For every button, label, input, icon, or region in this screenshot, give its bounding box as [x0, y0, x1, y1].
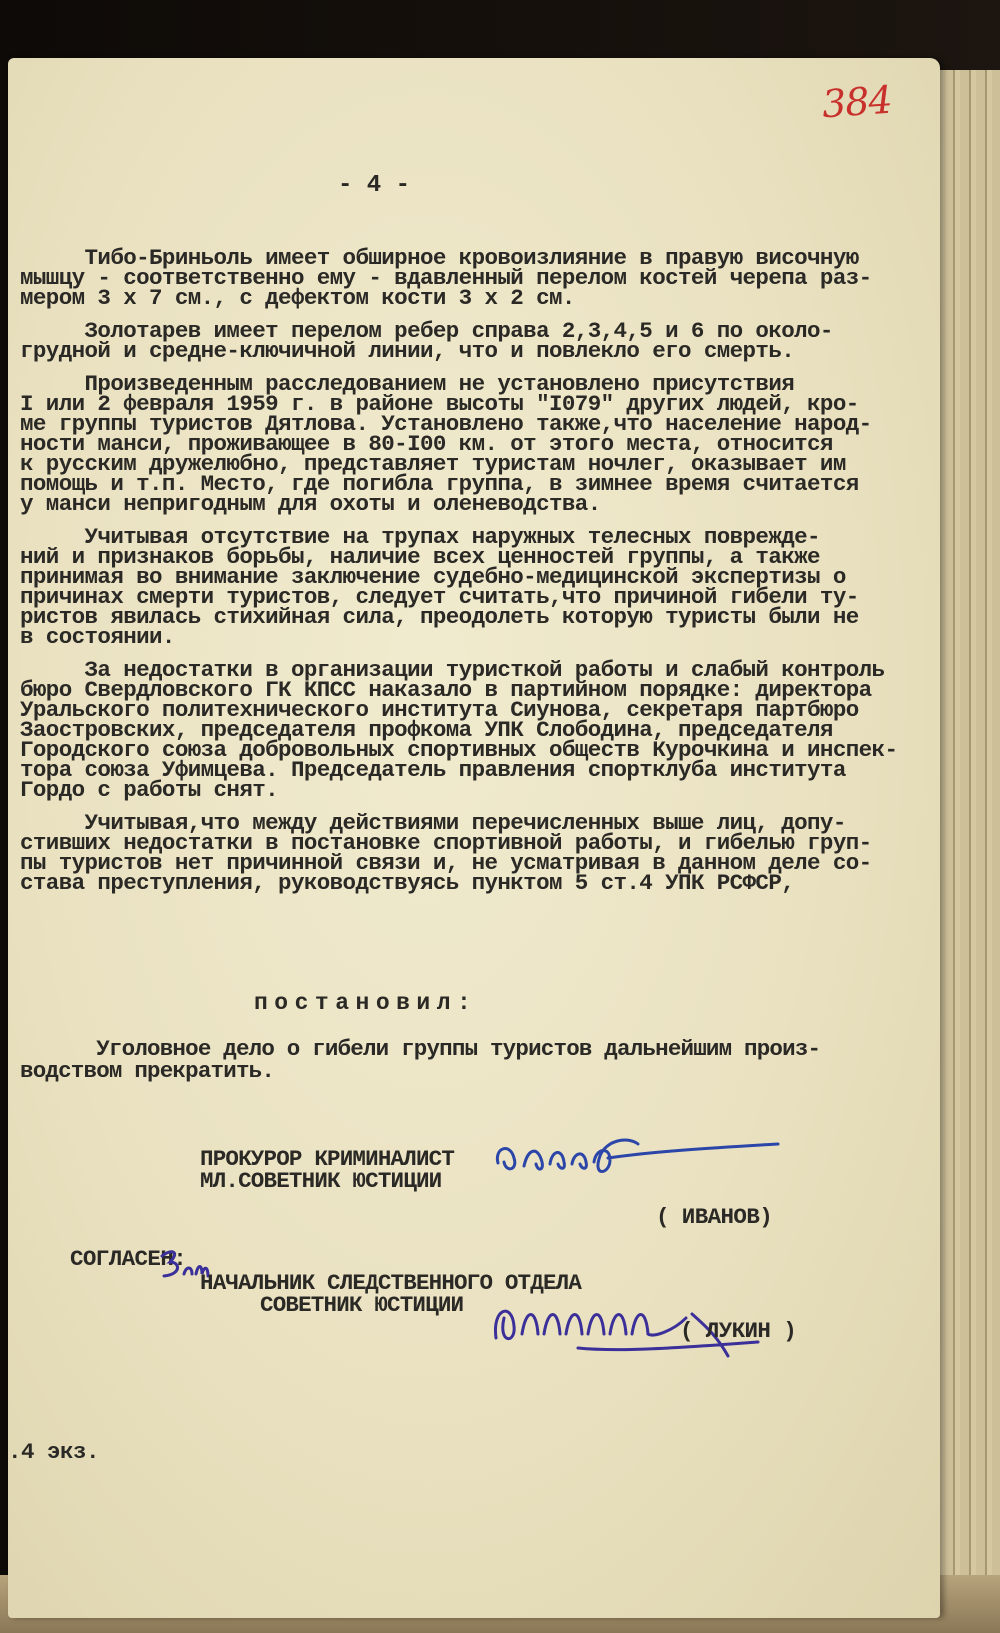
text-line: бюро Свердловского ГК КПСС наказало в партийном порядке: директора — [20, 677, 872, 703]
signatory-name-ivanov: ( ИВАНОВ) — [656, 1204, 773, 1230]
text-line: Гордо с работы снят. — [20, 777, 279, 803]
text-line: Учитывая,что между действиями перечисленных выше лиц, допу- — [20, 810, 846, 836]
text-line: Городского союза добровольных спортивных обществ Курочкина и инспек- — [20, 737, 898, 763]
text-line: ме группы туристов Дятлова. Установлено также,что население народ- — [20, 411, 872, 437]
text-line: ПРОКУРОР КРИМИНАЛИСТ — [200, 1146, 455, 1172]
text-line: I или 2 февраля 1959 г. в районе высоты "I079" других людей, кро- — [20, 391, 859, 417]
paragraph-5 — [20, 657, 898, 803]
text-line: пы туристов нет причинной связи и, не усматривая в данном деле со- — [20, 850, 872, 876]
copies-count: .4 экз. — [8, 1439, 100, 1465]
text-line: принимая во внимание заключение судебно-медицинской экспертизы о — [20, 564, 846, 590]
approval-label: СОГЛАСЕН: — [70, 1246, 187, 1272]
text-line: ности манси, проживающее в 80-I00 км. от этого места, относится — [20, 431, 833, 457]
text-line: водством прекратить. — [20, 1058, 275, 1084]
text-line: грудной и средне-ключичной линии, что и повлекло его смерть. — [20, 338, 795, 364]
document-body — [20, 245, 898, 906]
folio-number: 384 — [820, 77, 893, 127]
text-line: причинах смерти туристов, следует считать,что причиной гибели ту- — [20, 584, 859, 610]
text-line: Уральского политехнического института Сиунова, секретаря партбюро — [20, 697, 859, 723]
text-line: За недостатки в организации туристкой работы и слабый контроль — [20, 657, 885, 683]
text-line: помощь и т.п. Место, где погибла группа, в зимнее время считается — [20, 471, 859, 497]
text-line: Тибо-Бриньоль имеет обширное кровоизлияние в правую височную — [20, 245, 859, 271]
text-line: Учитывая отсутствие на трупах наружных телесных поврежде- — [20, 524, 820, 550]
text-line: ристов явилась стихийная сила, преодолеть которую туристы были не — [20, 604, 859, 630]
text-line: мышцу - соответственно ему - вдавленный перелом костей черепа раз- — [20, 265, 872, 291]
decree-heading: постановил: — [254, 990, 478, 1016]
paragraph-3 — [20, 371, 890, 517]
text-line: стивших недостатки в постановке спортивной работы, и гибелью груп- — [20, 830, 872, 856]
resolution — [20, 1038, 820, 1082]
text-line: НАЧАЛЬНИК СЛЕДСТВЕННОГО ОТДЕЛА — [200, 1270, 582, 1296]
text-line: Золотарев имеет перелом ребер справа 2,3,4,5 и 6 по около- — [20, 318, 833, 344]
text-line: СОВЕТНИК ЮСТИЦИИ — [260, 1292, 464, 1318]
paragraph-4 — [20, 524, 890, 650]
text-line: ний и признаков борьбы, наличие всех ценностей группы, а также — [20, 544, 820, 570]
text-line: тора союза Уфимцева. Председатель правления спортклуба института — [20, 757, 846, 783]
text-line: Заостровских, председателя профкома УПК Слободина, председателя — [20, 717, 833, 743]
page-number: - 4 - — [338, 172, 411, 199]
signatory-name-lukin: ( ЛУКИН ) — [680, 1318, 797, 1344]
text-line: става преступления, руководствуясь пунктом 5 ст.4 УПК РСФСР, — [20, 870, 795, 896]
ivanov-signature — [488, 1118, 788, 1188]
paragraph-2 — [20, 318, 890, 364]
text-line: в состоянии. — [20, 624, 175, 650]
paragraph-6 — [20, 810, 890, 896]
text-line: у манси непригодным для охоты и оленеводства. — [20, 491, 601, 517]
text-line: Уголовное дело о гибели группы туристов дальнейшим произ- — [20, 1036, 821, 1062]
document-page — [8, 58, 940, 1618]
prosecutor-title — [200, 1148, 454, 1192]
paragraph-1 — [20, 245, 890, 311]
text-line: МЛ.СОВЕТНИК ЮСТИЦИИ — [200, 1168, 442, 1194]
text-line: к русским дружелюбно, представляет туристам ночлег, оказывает им — [20, 451, 846, 477]
text-line: мером 3 х 7 см., с дефектом кости 3 х 2 см. — [20, 285, 575, 311]
text-line: Произведенным расследованием не установлено присутствия — [20, 371, 795, 397]
